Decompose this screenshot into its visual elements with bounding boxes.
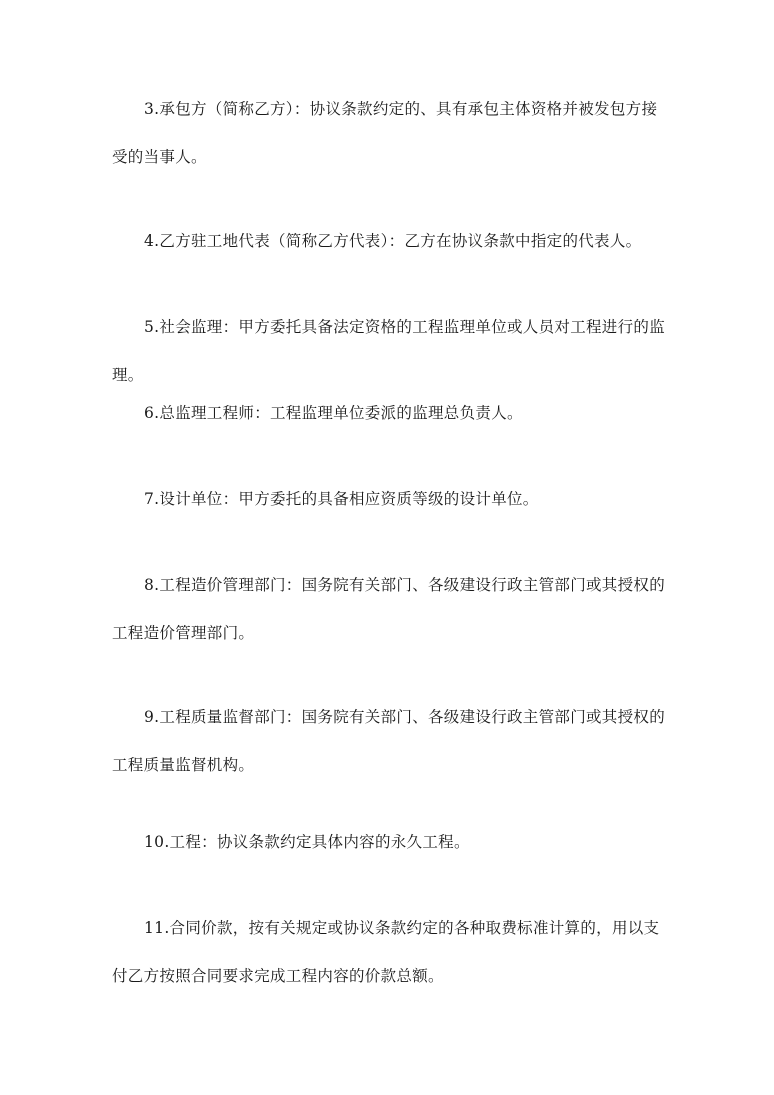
clause-9-quality-supervision: 9.工程质量监督部门：国务院有关部门、各级建设行政主管部门或其授权的工程质量监督机构。 bbox=[112, 708, 665, 774]
clause-6-chief-supervisor: 6.总监理工程师：工程监理单位委派的监理总负责人。 bbox=[144, 404, 523, 422]
clause-11-contract-price: 11.合同价款，按有关规定或协议条款约定的各种取费标准计算的，用以支付乙方按照合同要求完成工程内容的价款总额。 bbox=[112, 919, 660, 985]
clause-10-works: 10.工程：协议条款约定具体内容的永久工程。 bbox=[144, 833, 470, 851]
clause-5-social-supervision: 5.社会监理：甲方委托具备法定资格的工程监理单位或人员对工程进行的监理。 bbox=[112, 318, 665, 384]
clause-4-site-representative: 4.乙方驻工地代表（简称乙方代表）：乙方在协议条款中指定的代表人。 bbox=[144, 232, 642, 250]
clause-8-cost-management: 8.工程造价管理部门：国务院有关部门、各级建设行政主管部门或其授权的工程造价管理部门。 bbox=[112, 576, 665, 642]
clause-3-contractor: 3.承包方（简称乙方）：协议条款约定的、具有承包主体资格并被发包方接受的当事人。 bbox=[112, 100, 658, 166]
clause-7-design-unit: 7.设计单位：甲方委托的具备相应资质等级的设计单位。 bbox=[144, 490, 539, 508]
